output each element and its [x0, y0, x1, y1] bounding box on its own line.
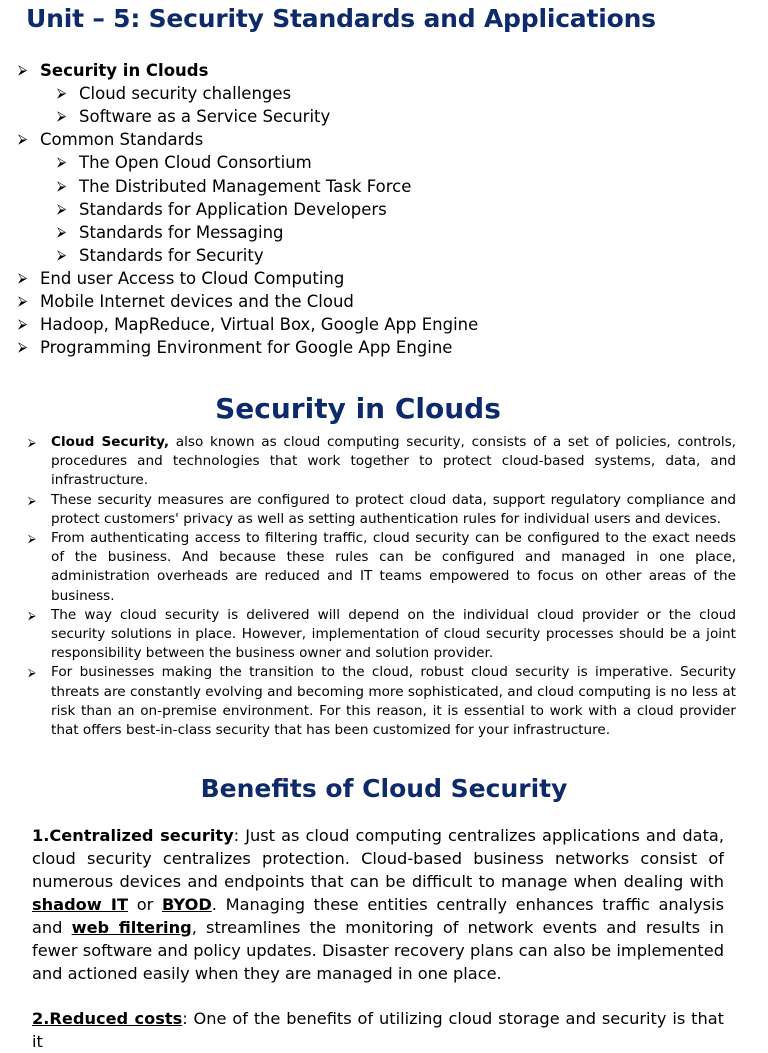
byod-link[interactable]: BYOD [161, 895, 212, 914]
security-bullet [28, 529, 736, 606]
topic-label: The Open Cloud Consortium [79, 153, 312, 173]
topic-label: Software as a Service Security [79, 107, 331, 127]
bullet-text: These security measures are configured to protect cloud data, support regulatory compliance and protect customers' privacy as well as setting authentication rules for individual users and devices. [51, 491, 736, 527]
arrow-bullet-icon: ⮚ [57, 224, 67, 240]
topic-label: Standards for Security [79, 245, 264, 265]
topic-label: Standards for Application Developers [79, 199, 387, 219]
arrow-bullet-icon: ⮚ [57, 201, 67, 217]
security-in-clouds-heading: Security in Clouds [215, 392, 501, 425]
security-bullet [28, 663, 736, 740]
benefit-term: 2.Reduced costs [32, 1009, 183, 1028]
benefit-text: : Just as cloud computing centralizes applications and data, cloud security centralizes protection. Cloud-based business networks consist of numerous devices and endpoints that can be difficult to manage when dealing with [32, 826, 724, 891]
benefit-term: 1.Centralized security [32, 826, 234, 845]
benefit-text: : One of the benefits of utilizing cloud storage and security is that it [32, 1009, 724, 1051]
topic-label: Mobile Internet devices and the Cloud [40, 292, 354, 311]
arrow-bullet-icon: ⮚ [18, 63, 28, 78]
shadow-it-link[interactable]: shadow IT [32, 895, 128, 914]
arrow-bullet-icon: ⮚ [57, 155, 67, 171]
arrow-bullet-icon: ⮚ [57, 178, 67, 194]
arrow-bullet-icon: ⮚ [18, 340, 28, 356]
bullet-text: From authenticating access to filtering traffic, cloud security can be configured to the exact needs of the business. And because these rules can be configured and managed in one place, administration overheads are reduced and IT teams empowered to focus on other areas of the business. [51, 530, 736, 604]
topic-label: The Distributed Management Task Force [79, 176, 412, 196]
arrow-bullet-icon: ⮚ [57, 247, 67, 263]
arrow-bullet-icon: ⮚ [28, 608, 36, 622]
topic-label: Standards for Messaging [79, 222, 284, 242]
benefit-text: or [128, 895, 162, 914]
bullet-lead: Cloud Security, [51, 434, 170, 450]
page-title: Unit – 5: Security Standards and Applications [26, 4, 656, 33]
topic-label: End user Access to Cloud Computing [40, 268, 345, 288]
benefit-text: , streamlines the monitoring of network events and results in fewer software and policy updates. Disaster recovery plans can also be implemented and actioned easily when they are managed in one place. [32, 918, 724, 983]
arrow-bullet-icon: ⮚ [28, 532, 36, 546]
security-bullets [28, 433, 736, 740]
arrow-bullet-icon: ⮚ [18, 294, 28, 309]
benefit-centralized-security [32, 824, 724, 985]
topic-label: Hadoop, MapReduce, Virtual Box, Google App Engine [40, 315, 479, 335]
security-bullet [28, 433, 736, 491]
security-bullet [28, 491, 736, 529]
arrow-bullet-icon: ⮚ [18, 132, 28, 148]
arrow-bullet-icon: ⮚ [57, 86, 67, 102]
bullet-text: The way cloud security is delivered will depend on the individual cloud provider or the cloud security solutions in place. However, implementation of cloud security processes should be a joint responsibility between the business owner and solution provider. [51, 606, 736, 662]
topic-label: Common Standards [40, 130, 204, 150]
topic-label: Security in Clouds [40, 61, 209, 80]
arrow-bullet-icon: ⮚ [18, 317, 28, 333]
arrow-bullet-icon: ⮚ [57, 109, 67, 125]
topic-label: Programming Environment for Google App Engine [40, 338, 453, 358]
benefit-text: . Managing these entities centrally enhances traffic analysis and [32, 895, 724, 937]
web-filtering-link[interactable]: web filtering [71, 918, 192, 937]
benefit-reduced-costs [32, 1007, 724, 1053]
bullet-text: For businesses making the transition to the cloud, robust cloud security is imperative. Security threats are constantly evolving and becoming more sophisticated, and cloud computing is no less at risk than an on-premise environment. For this reason, it is essential to work with a cloud provider that offers best-in-class security that has been customized for your infrastructure. [51, 664, 736, 739]
topic-label: Cloud security challenges [79, 84, 292, 104]
arrow-bullet-icon: ⮚ [28, 493, 36, 507]
bullet-text: also known as cloud computing security, consists of a set of policies, controls, procedures and technologies that work together to protect cloud-based systems, data, and infrastructure. [51, 434, 736, 489]
arrow-bullet-icon: ⮚ [28, 436, 36, 449]
arrow-bullet-icon: ⮚ [28, 666, 36, 680]
arrow-bullet-icon: ⮚ [18, 270, 28, 286]
benefits-heading: Benefits of Cloud Security [200, 774, 568, 803]
security-bullet [28, 606, 736, 664]
